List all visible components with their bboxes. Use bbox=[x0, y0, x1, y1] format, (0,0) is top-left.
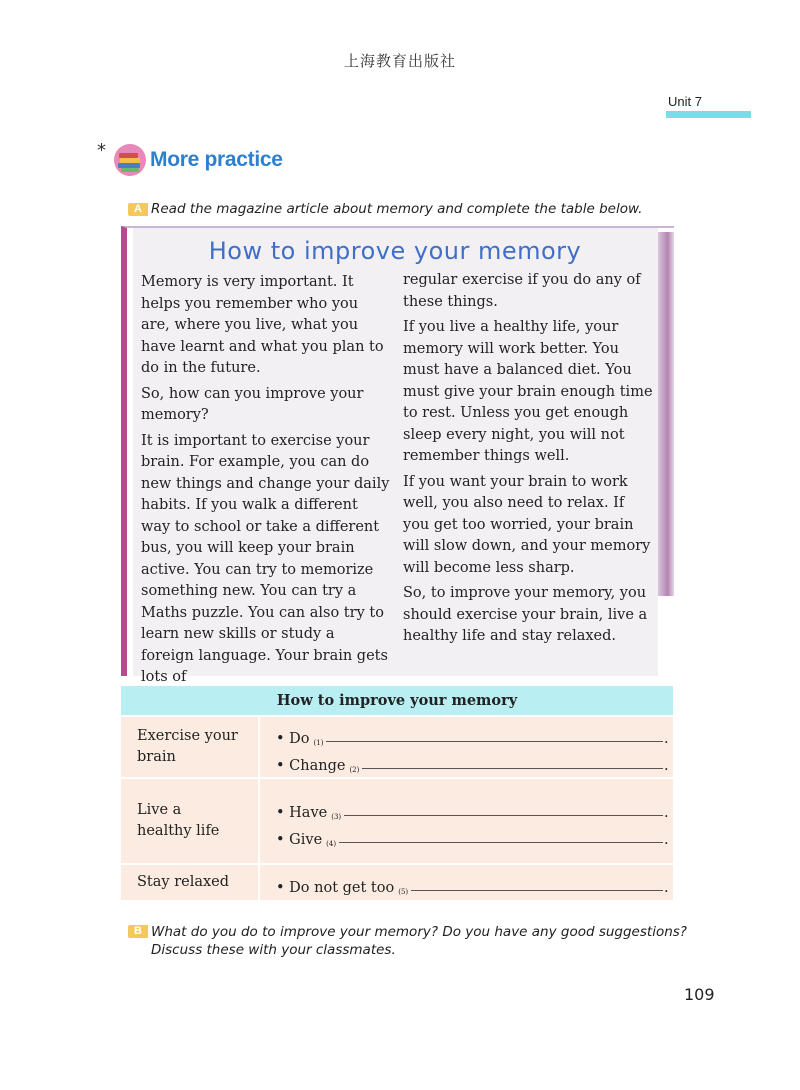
answer-blank-3[interactable] bbox=[344, 815, 663, 816]
answer-line bbox=[276, 720, 672, 747]
end-punct: . bbox=[664, 880, 669, 896]
article-paragraph: regular exercise if you do any of these things. bbox=[403, 272, 641, 310]
section-title: More practice bbox=[150, 148, 283, 171]
part-b-badge: B bbox=[128, 925, 148, 938]
blank-number: (5) bbox=[398, 888, 409, 896]
unit-bar bbox=[666, 111, 751, 118]
row-label-line: Live a bbox=[137, 802, 182, 818]
part-a-instruction: Read the magazine article about memory and complete the table below. bbox=[151, 201, 643, 217]
part-a-badge: A bbox=[128, 203, 148, 216]
unit-tab bbox=[666, 94, 751, 118]
blank-number: (3) bbox=[331, 813, 342, 821]
end-punct: . bbox=[664, 731, 669, 747]
blank-number: (2) bbox=[349, 766, 360, 774]
publisher-header: 上海教育出版社 bbox=[343, 52, 456, 70]
answer-prefix: • Change bbox=[276, 758, 346, 774]
answer-prefix: • Do bbox=[276, 731, 310, 747]
row-label bbox=[121, 864, 259, 900]
row-items bbox=[259, 716, 673, 778]
table-row bbox=[121, 778, 673, 864]
article-paragraph: Memory is very important. It helps you remember who you are, where you live, what you have learnt and what you plan to do in the future. bbox=[141, 274, 384, 376]
article-paragraph: It is important to exercise your brain. For example, you can do new things and change your daily habits. If you walk a different way to school or take a different bus, you will keep your brain active. You can try to memorize something new. You can try a Maths puzzle. You can also try to learn new skills or study a foreign language. Your brain gets lots of bbox=[141, 432, 390, 685]
answer-blank-1[interactable] bbox=[326, 741, 663, 742]
blank-number: (4) bbox=[326, 840, 337, 848]
answer-prefix: • Have bbox=[276, 805, 328, 821]
answer-line bbox=[276, 821, 672, 848]
row-items bbox=[259, 778, 673, 864]
part-b-instruction bbox=[151, 923, 687, 959]
article-paragraph: If you want your brain to work well, you also need to relax. If you get too worried, your brain will slow down, and your memory will become less sharp. bbox=[403, 473, 651, 576]
end-punct: . bbox=[664, 805, 669, 821]
answer-blank-4[interactable] bbox=[339, 842, 663, 843]
row-label bbox=[121, 716, 259, 778]
answer-blank-2[interactable] bbox=[362, 768, 663, 769]
part-b-instruction-line: Discuss these with your classmates. bbox=[151, 942, 396, 958]
article-page-edge bbox=[658, 232, 674, 596]
row-label-line: healthy life bbox=[137, 823, 220, 839]
end-punct: . bbox=[664, 832, 669, 848]
table-row bbox=[121, 864, 673, 900]
answer-line bbox=[276, 747, 672, 774]
part-b-instruction-line: What do you do to improve your memory? Do you have any good suggestions? bbox=[151, 924, 687, 940]
table-header: How to improve your memory bbox=[121, 686, 673, 716]
optional-star-marker: * bbox=[97, 140, 106, 161]
answer-blank-5[interactable] bbox=[411, 890, 663, 891]
row-label-line: brain bbox=[137, 749, 176, 765]
article-column-right bbox=[403, 270, 653, 652]
row-label-line: Stay relaxed bbox=[137, 874, 230, 890]
answer-line bbox=[276, 794, 672, 821]
answer-line bbox=[276, 869, 672, 896]
article-column-left bbox=[141, 272, 391, 693]
books-icon bbox=[112, 143, 148, 177]
answer-prefix: • Do not get too bbox=[276, 880, 395, 896]
unit-label: Unit 7 bbox=[668, 94, 702, 109]
row-label-line: Exercise your bbox=[137, 728, 238, 744]
row-items bbox=[259, 864, 673, 900]
row-label bbox=[121, 778, 259, 864]
article-paragraph: So, to improve your memory, you should exercise your brain, live a healthy life and stay relaxed. bbox=[403, 585, 648, 644]
article-title: How to improve your memory bbox=[208, 237, 582, 265]
answer-prefix: • Give bbox=[276, 832, 323, 848]
blank-number: (1) bbox=[313, 739, 324, 747]
end-punct: . bbox=[664, 758, 669, 774]
page-number: 109 bbox=[684, 985, 715, 1004]
memory-table bbox=[121, 686, 673, 900]
table-row bbox=[121, 716, 673, 778]
article-paragraph: So, how can you improve your memory? bbox=[141, 385, 364, 423]
article-paragraph: If you live a healthy life, your memory will work better. You must have a balanced diet. You must give your brain enough time to rest. Unless you get enough sleep every night, you will not remember things well. bbox=[403, 319, 653, 464]
